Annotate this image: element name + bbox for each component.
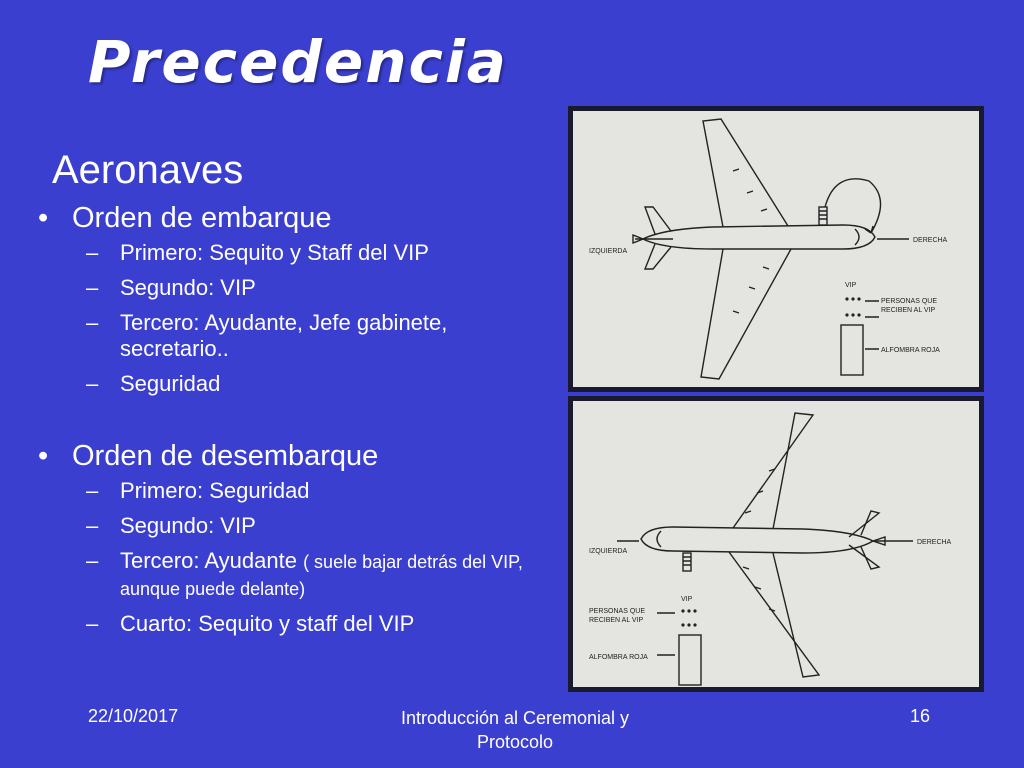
list-item: – Primero: Seguridad [86,478,310,503]
page-number: 16 [910,706,931,726]
label-right: DERECHA [913,237,948,244]
list-item: – Tercero: Ayudante, Jefe gabinete, secretario.. [86,310,448,361]
airplane-diagram-disembarking [573,401,979,687]
list-item: – Segundo: VIP [86,275,256,300]
boarding-diagram [568,106,984,392]
list-item: – Seguridad [86,371,221,396]
footer-title: Introducción al Ceremonial y Protocolo [400,708,630,752]
disembarking-list [36,478,546,637]
footer-date: 22/10/2017 [88,706,179,726]
list-item: – Primero: Sequito y Staff del VIP [86,240,429,265]
label-vip: VIP [681,596,693,603]
label-left: IZQUIERDA [589,548,628,555]
label-people-1: PERSONAS QUE [589,608,646,615]
label-vip: VIP [845,282,857,289]
bullet-boarding: • Orden de embarque [36,200,546,236]
label-people-2: RECIBEN AL VIP [589,617,644,624]
label-carpet: ALFOMBRA ROJA [589,654,648,661]
label-left: IZQUIERDA [589,248,628,255]
bullet-disembarking: • Orden de desembarque [36,438,546,474]
boarding-list [36,240,546,397]
list-item: – Cuarto: Sequito y staff del VIP [86,611,415,636]
list-item: – Tercero: Ayudante ( suele bajar detrás del VIP, aunque puede delante) [86,548,523,599]
slide-subtitle: Aeronaves [52,148,244,192]
list-item: – Segundo: VIP [86,513,256,538]
label-carpet: ALFOMBRA ROJA [881,347,940,354]
airplane-diagram-boarding [573,111,979,387]
slide-title: Precedencia [88,28,508,96]
label-people-2: RECIBEN AL VIP [881,307,936,314]
slide-content [36,200,546,646]
label-right: DERECHA [917,539,952,546]
label-people-1: PERSONAS QUE [881,298,938,305]
disembarking-diagram [568,396,984,692]
